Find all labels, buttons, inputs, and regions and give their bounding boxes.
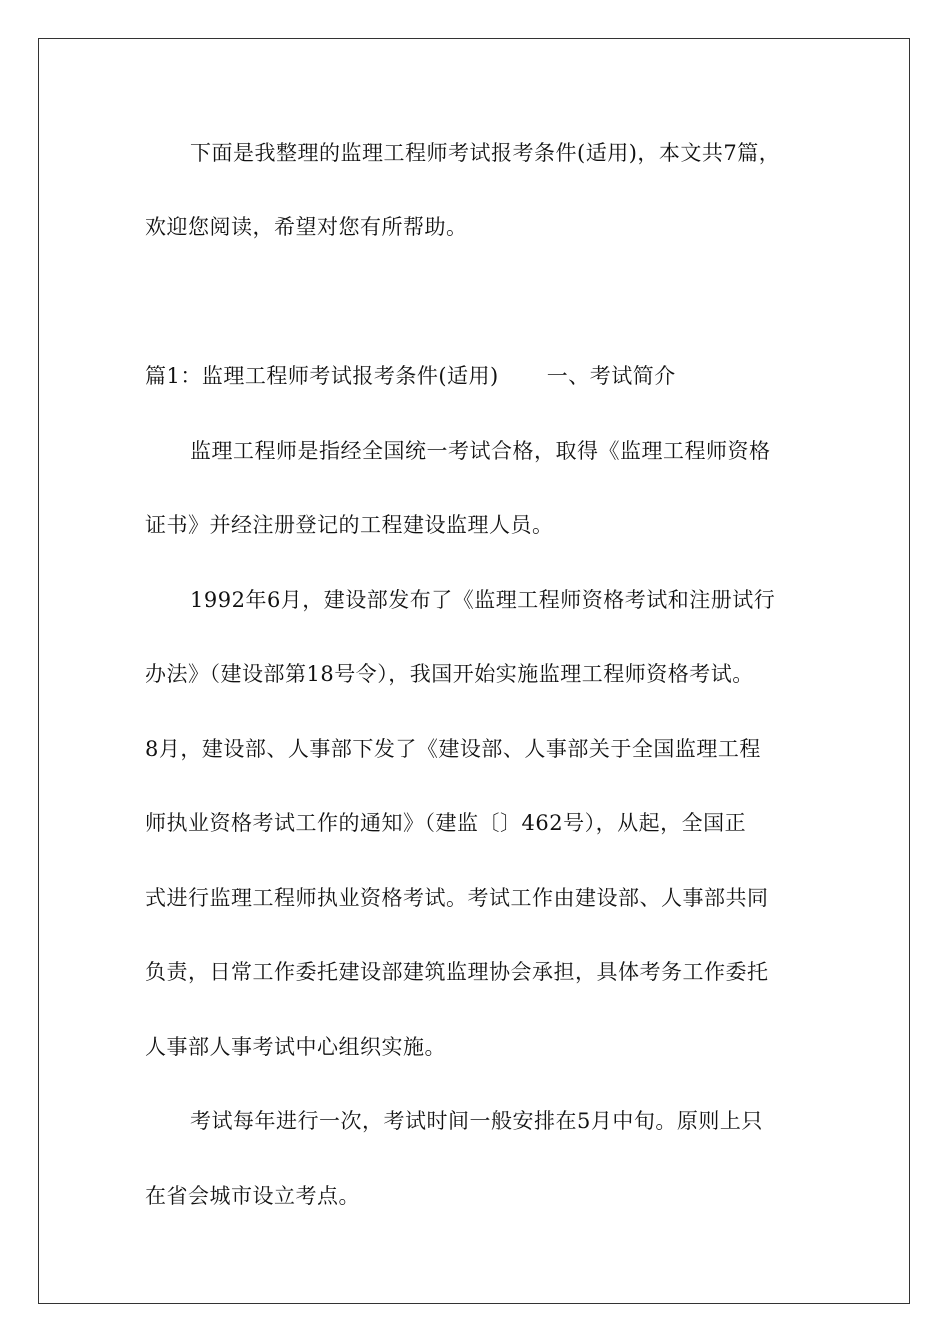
paragraph-2-line-7: 人事部人事考试中心组织实施。 xyxy=(145,1035,446,1059)
paragraph-2-line-2: 办法》（建设部第18号令），我国开始实施监理工程师资格考试。 xyxy=(145,662,754,686)
paragraph-2-line-4: 师执业资格考试工作的通知》（建监〔〕462号），从起，全国正 xyxy=(145,811,747,835)
paragraph-2-line-3: 8月，建设部、人事部下发了《建设部、人事部关于全国监理工程 xyxy=(145,737,761,761)
paragraph-3-line-1: 考试每年进行一次，考试时间一般安排在5月中旬。原则上只 xyxy=(190,1109,763,1133)
paragraph-2-line-5: 式进行监理工程师执业资格考试。考试工作由建设部、人事部共同 xyxy=(145,886,769,910)
paragraph-2-line-1: 1992年6月，建设部发布了《监理工程师资格考试和注册试行 xyxy=(190,588,776,612)
paragraph-1-line-2: 证书》并经注册登记的工程建设监理人员。 xyxy=(145,513,554,537)
intro-line-2: 欢迎您阅读，希望对您有所帮助。 xyxy=(145,215,468,239)
paragraph-1-line-1: 监理工程师是指经全国统一考试合格，取得《监理工程师资格 xyxy=(190,439,771,463)
section-subtitle: 一、考试简介 xyxy=(546,364,676,388)
paragraph-3-line-2: 在省会城市设立考点。 xyxy=(145,1184,360,1208)
section-title: 篇1：监理工程师考试报考条件(适用) xyxy=(145,364,499,388)
paragraph-2-line-6: 负责，日常工作委托建设部建筑监理协会承担，具体考务工作委托 xyxy=(145,960,769,984)
section-heading xyxy=(145,361,676,391)
intro-line-1: 下面是我整理的监理工程师考试报考条件(适用)，本文共7篇， xyxy=(190,141,781,165)
